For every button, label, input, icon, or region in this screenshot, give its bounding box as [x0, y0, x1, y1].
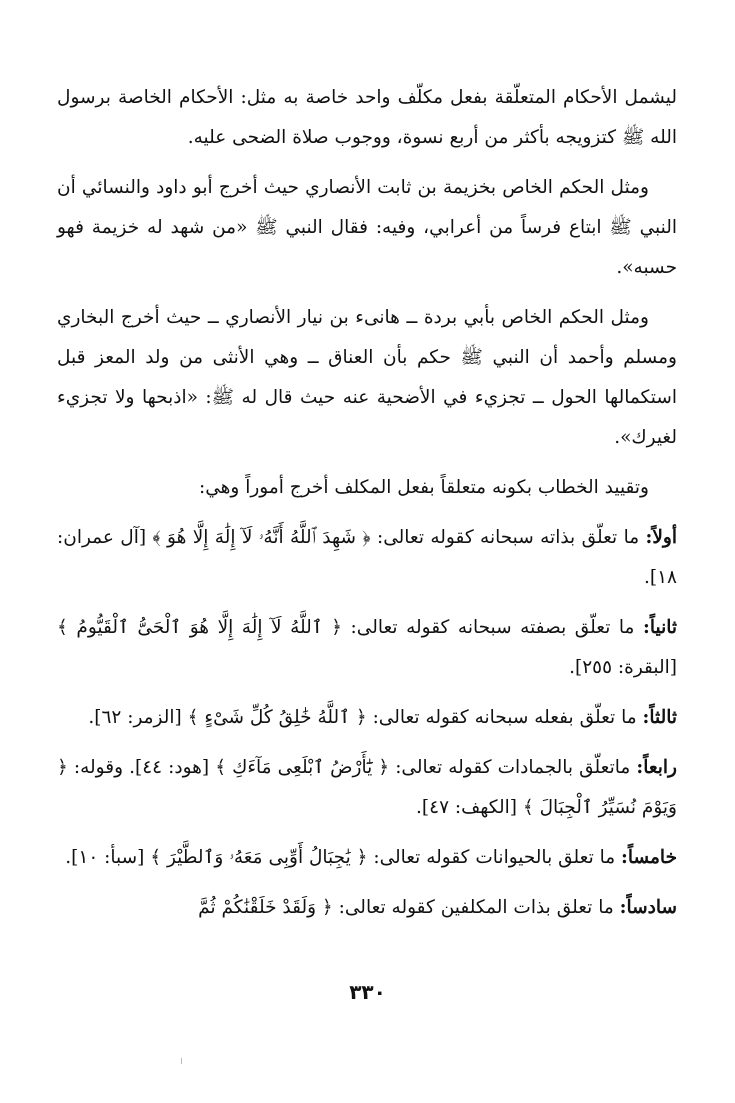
- item-label: أولاً:: [645, 527, 677, 548]
- item-text: ما تعلّق بفعله سبحانه كقوله تعالى: ﴿ ٱللَّهُ خَٰلِقُ كُلِّ شَىْءٍ ﴾: [187, 707, 637, 728]
- item-label: سادساً:: [619, 897, 677, 918]
- paragraph-restriction-intro: وتقييد الخطاب بكونه متعلقاً بفعل المكلف أخرج أموراً وهي:: [199, 477, 649, 498]
- list-item: [57, 888, 677, 928]
- item-reference: [هود: ٤٤]. وقوله: ﴿ وَيَوْمَ نُسَيِّرُ ٱلْجِبَالَ ﴾ [الكهف: ٤٧].: [57, 757, 677, 818]
- page-number: ٣٣٠: [349, 980, 386, 1004]
- list-item: [57, 608, 677, 688]
- item-text: ما تعلق بالحيوانات كقوله تعالى: ﴿ يَٰجِبَالُ أَوِّبِى مَعَهُۥ وَٱلطَّيْرَ ﴾: [150, 847, 616, 868]
- page-body: [57, 78, 677, 938]
- paragraph-abu-burdah: ومثل الحكم الخاص بأبي بردة ــ هانىء بن نيار الأنصاري ــ حيث أخرج البخاري ومسلم وأحمد أن النبي ﷺ حكم بأن العناق ــ وهي الأنثى من ولد المعز قبل استكمالها الحول ــ تجزيء في الأضحية عنه حيث قال له ﷺ: «اذبحها ولا تجزيء لغيرك».: [57, 307, 677, 448]
- list-item: [57, 748, 677, 828]
- item-text: ما تعلّق بذاته سبحانه كقوله تعالى: ﴿ شَهِدَ ٱللَّهُ أَنَّهُۥ لَآ إِلَٰهَ إِلَّا هُوَ ﴾: [152, 527, 640, 548]
- paragraph-khuzaymah: ومثل الحكم الخاص بخزيمة بن ثابت الأنصاري حيث أخرج أبو داود والنسائي أن النبي ﷺ ابتاع فرساً من أعرابي، وفيه: فقال النبي ﷺ «من شهد له خزيمة فهو حسبه».: [57, 177, 677, 278]
- item-reference: [الزمر: ٦٢].: [88, 707, 182, 728]
- item-reference: [البقرة: ٢٥٥].: [569, 657, 677, 678]
- item-label: رابعاً:: [636, 757, 677, 778]
- paragraph-prophet-rulings: ليشمل الأحكام المتعلّقة بفعل مكلّف واحد خاصة به مثل: الأحكام الخاصة برسول الله ﷺ كتزويجه بأكثر من أربع نسوة، ووجوب صلاة الضحى عليه.: [57, 87, 677, 148]
- list-item: [57, 518, 677, 598]
- item-reference: [آل عمران: ١٨].: [57, 527, 677, 588]
- item-reference: [سبأ: ١٠].: [65, 847, 145, 868]
- item-label: ثانياً:: [643, 617, 677, 638]
- item-label: ثالثاً:: [642, 707, 677, 728]
- item-text: ماتعلّق بالجمادات كقوله تعالى: ﴿ يَٰٓأَرْضُ ٱبْلَعِى مَآءَكِ ﴾: [215, 757, 631, 778]
- item-text: ما تعلّق بصفته سبحانه كقوله تعالى: ﴿ ٱللَّهُ لَآ إِلَٰهَ إِلَّا هُوَ ٱلْحَىُّ ٱلْقَيُّومُ ﴾: [57, 617, 635, 638]
- item-label: خامساً:: [621, 847, 677, 868]
- scan-mark: [181, 1058, 182, 1064]
- list-item: [57, 838, 677, 878]
- list-item: [57, 698, 677, 738]
- item-text: ما تعلق بذات المكلفين كقوله تعالى: ﴿ وَلَقَدْ خَلَقْنَٰكُمْ ثُمَّ: [198, 897, 614, 918]
